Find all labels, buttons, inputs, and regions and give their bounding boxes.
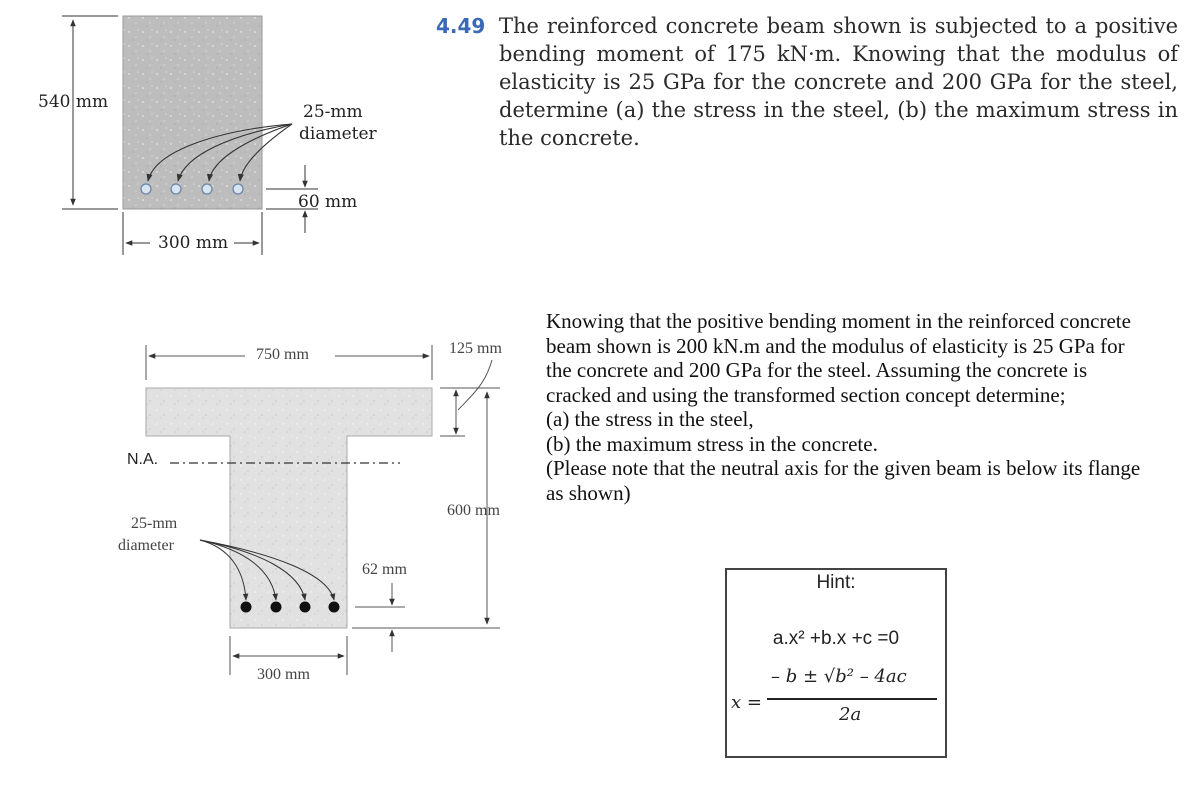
- rebar: [241, 602, 252, 613]
- problem-2: [546, 309, 1146, 505]
- rebar: [171, 184, 181, 194]
- problem-2-part-b: (b) the maximum stress in the concrete.: [546, 431, 878, 456]
- quadratic-formula: [727, 662, 945, 754]
- beam-section: [123, 16, 262, 209]
- formula-numerator: – b ± √b² – 4ac: [771, 666, 907, 687]
- quadratic-equation: a.x² +b.x +c =0: [772, 628, 900, 649]
- na-label: N.A.: [127, 451, 159, 468]
- rebar: [271, 602, 282, 613]
- hint-box: [725, 568, 947, 758]
- rebar: [300, 602, 311, 613]
- problem-number: 4.49: [436, 14, 486, 38]
- problem-2-paragraph: Knowing that the positive bending moment in the reinforced concrete beam shown is 200 kN.m and the modulus of elasticity is 25 GPa for the concrete and 200 GPa for the steel. Assuming the concrete is cracked and using the transformed section concept determine;: [546, 309, 1131, 407]
- problem-4-49-text: The reinforced concrete beam shown is subjected to a positive bending moment of 175 kN·m. Knowing that the modulus of elasticity is 25 GPa for the concrete and 200 GPa for the steel, determine (a) the stress in the steel, (b) the maximum stress in the concrete.: [499, 14, 1178, 150]
- fraction-bar: [767, 698, 937, 700]
- cover2-label: 62 mm: [362, 561, 407, 578]
- rebar: [141, 184, 151, 194]
- rebar: [202, 184, 212, 194]
- flange-thickness-label: 125 mm: [449, 340, 502, 357]
- rebar: [329, 602, 340, 613]
- bar-label-line2: diameter: [299, 124, 377, 144]
- bar2-label-line2: diameter: [118, 537, 174, 554]
- problem-2-note: (Please note that the neutral axis for the given beam is below its flange as shown): [546, 456, 1141, 505]
- bar-label-line1: 25-mm: [303, 102, 363, 122]
- formula-x: x =: [731, 692, 762, 713]
- formula-denominator: 2a: [839, 704, 862, 725]
- width-label: 300 mm: [158, 233, 229, 253]
- problem-4-49: [436, 12, 1178, 152]
- rebar: [233, 184, 243, 194]
- web-width-label: 300 mm: [257, 666, 310, 683]
- t-section: [146, 388, 432, 628]
- problem-2-part-a: (a) the stress in the steel,: [546, 407, 754, 431]
- hint-title: Hint:: [816, 572, 856, 593]
- depth-label: 600 mm: [447, 502, 500, 519]
- bar2-label-line1: 25-mm: [131, 515, 178, 532]
- cover-label: 60 mm: [298, 192, 358, 212]
- height-label: 540 mm: [38, 92, 109, 112]
- flange-width-label: 750 mm: [256, 346, 309, 363]
